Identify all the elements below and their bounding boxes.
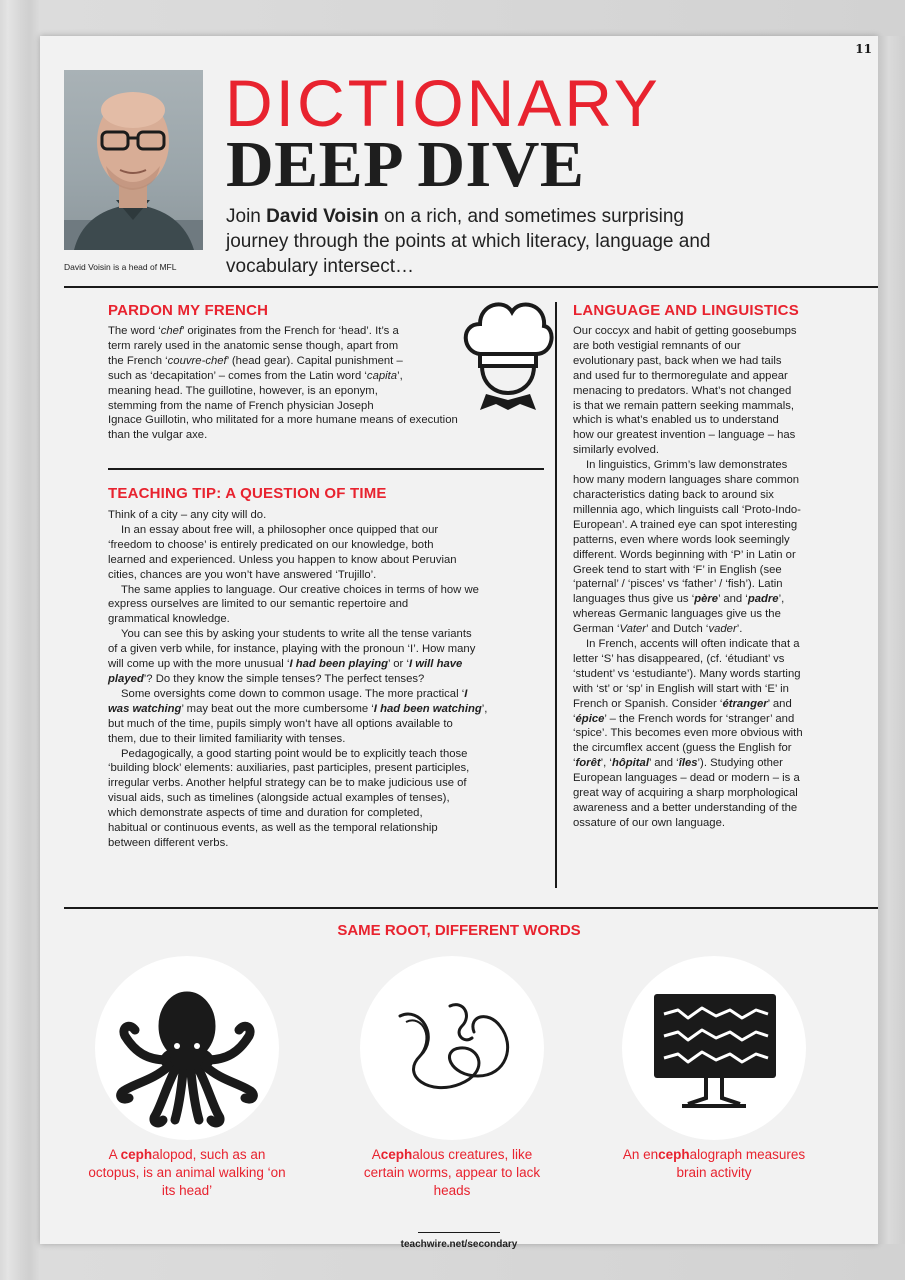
linguistics-body: Our coccyx and habit of getting goosebumps are both vestigial remnants of our evolutionary past, back when we had tails and used fur to thermoregulate and appear menacing to predators. What’s not changed is that we remain pattern seeking mammals, which is what’s enabled us to understand how our greatest invention – language – has similarly evolved. In linguistics, Grimm’s law demonstrates how many modern languages share common characteristics dating back to around six millennia ago, which linguists call ‘Proto-Indo- European’. A trained eye can spot interesting patterns, even where words look seemingly different. Words beginning with ‘P’ in Latin or Greek tend to start with ‘F’ in English (see ‘paternal’ / ‘pisces’ vs ‘father’ / ‘fish’). Latin languages thus give us ‘père’ and ‘padre’, whereas Germanic languages give us the German ‘Vater’ and Dutch ‘vader’. In French, accents will often indicate that a letter ‘S’ has disappeared, (cf. ‘étudiant’ vs ‘student’ vs ‘estudiante’). Many words starting with ‘st’ or ‘sp’ in English will start with ‘E’ in French or Spanish. Consider ‘étranger’ and ‘épice’ – the French words for ‘stranger’ and ‘spice’. This becomes even more obvious with the circumflex accent (guess the English for ‘forêt’, ‘hôpital’ and ‘îles’). Studying other European languages – dead or modern – is a great way of acquiring a sharp morphological awareness and a better understanding of the ossature of our own language. [573, 325, 803, 829]
pardon-title: PARDON MY FRENCH [108, 302, 269, 319]
author-photo [64, 70, 203, 250]
chef-hat-icon [460, 294, 554, 418]
linguistics-title: LANGUAGE AND LINGUISTICS [573, 302, 799, 319]
magazine-page [40, 36, 878, 1250]
roots-title: SAME ROOT, DIFFERENT WORDS [337, 922, 581, 939]
footer-rule [418, 1232, 500, 1233]
intro-standfirst: Join David Voisin on a rich, and sometimes surprising journey through the points at which literacy, language and vocabulary intersect… [226, 206, 711, 277]
worm-circle [360, 956, 544, 1140]
photo-caption: David Voisin is a head of MFL [64, 262, 177, 272]
octopus-caption: A cephalopod, such as an octopus, is an animal walking ‘on its head’ [88, 1147, 286, 1198]
monitor-circle [622, 956, 806, 1140]
pardon-body: The word ‘chef’ originates from the French for ‘head’. It’s a term rarely used in the anatomic sense though, apart from the French ‘couvre-chef’ (head gear). Capital punishment – such as ‘decapitation’ – comes from the Latin word ‘capita’, meaning head. The guillotine, however, is an eponym, stemming from the name of French physician Joseph Ignace Guillotin, who militated for a more humane means of execution than the vulgar axe. [108, 325, 458, 442]
page-number: 11 [855, 42, 872, 56]
octopus-circle [95, 956, 279, 1140]
octopus-icon [95, 956, 279, 1140]
header-rule [64, 286, 878, 288]
worm-icon [360, 956, 544, 1140]
teaching-tip-body: Think of a city – any city will do. In an essay about free will, a philosopher once quipped that our ‘freedom to choose’ is entirely predicated on our knowledge, both learned and experienced. Unless you happen to know about Peruvian cities, chances are you won’t have answered ‘Trujillo’. The same applies to language. Our creative choices in terms of how we express ourselves are limited to our semantic repertoire and grammatical knowledge. You can see this by asking your students to write all the tense variants of a given verb while, for instance, playing with the pronoun ‘I’. How many will come up with the more unusual ‘I had been playing’ or ‘I will have played’? Do they know the simple tenses? The perfect tenses? Some oversights come down to common usage. The more practical ‘I was watching’ may beat out the more cumbersome ‘I had been watching’, but much of the time, pupils simply won’t have all options available to them, due to their limited familiarity with tenses. Pedagogically, a good starting point would be to explicitly teach those ‘building block’ elements: auxiliaries, past participles, present participles, irregular verbs. Another helpful strategy can be to make judicious use of visual aids, such as timelines (alongside actual examples of tenses), which demonstrate aspects of time and duration for completed, habitual or continuous events, as well as the temporal relationship between different verbs. [108, 509, 488, 849]
worm-caption: Acephalous creatures, like certain worms, appear to lack heads [363, 1147, 541, 1198]
footer-url: teachwire.net/secondary [400, 1239, 518, 1250]
monitor-caption: An encephalograph measures brain activity [622, 1147, 806, 1180]
brain-monitor-icon [622, 956, 806, 1140]
page-edge [878, 36, 905, 1244]
author-name: David Voisin [266, 206, 379, 227]
roots-rule [64, 907, 878, 909]
column-divider [555, 302, 557, 888]
section-rule [108, 468, 544, 470]
title-deep-dive: DEEP DIVE [226, 128, 585, 201]
title-dictionary: DICTIONARY [225, 66, 661, 140]
teaching-tip-title: TEACHING TIP: A QUESTION OF TIME [108, 485, 387, 502]
